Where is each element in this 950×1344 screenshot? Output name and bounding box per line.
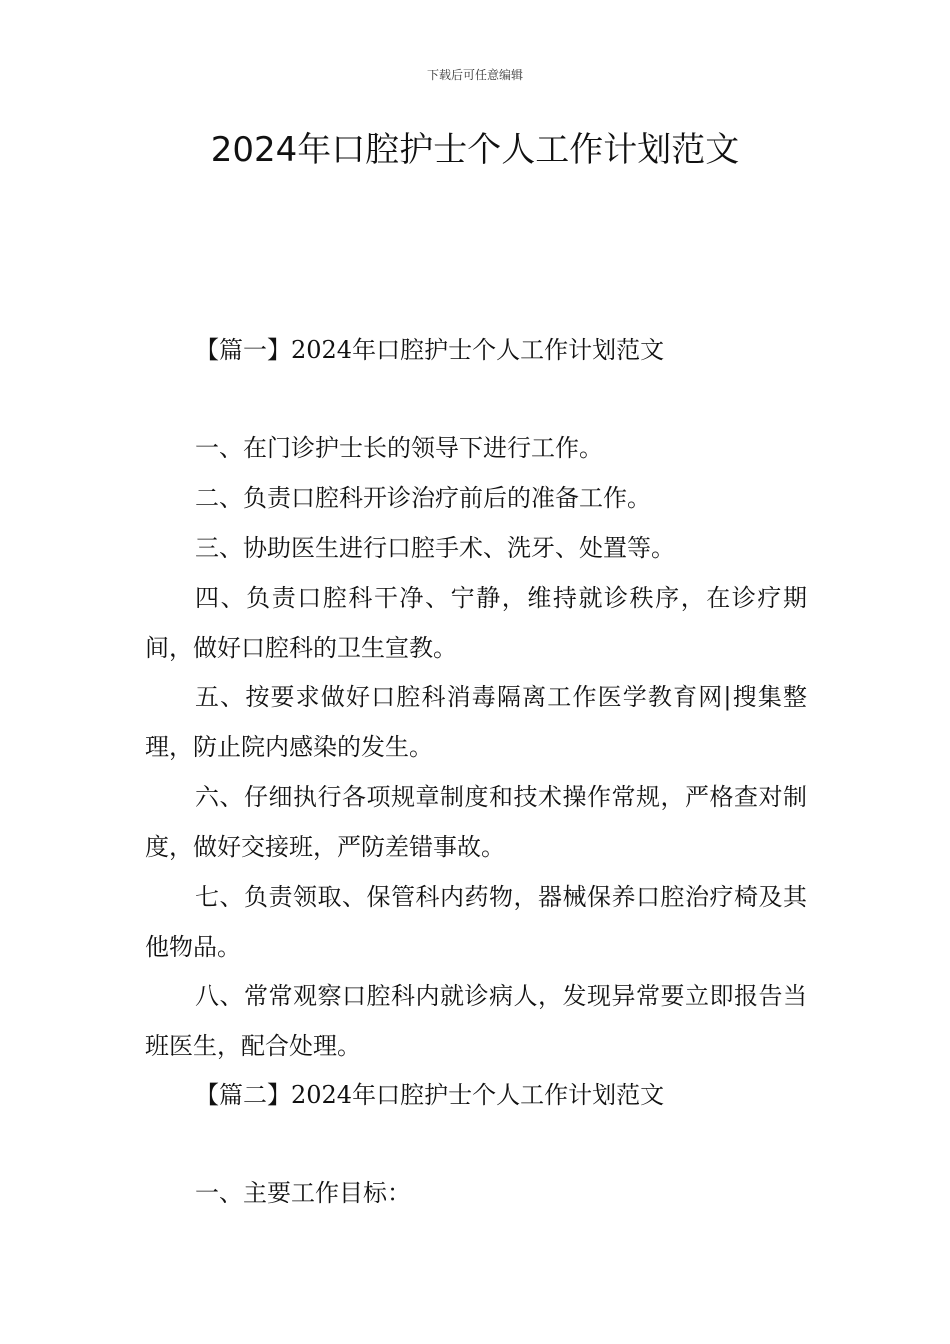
section-heading-1: 【篇一】2024年口腔护士个人工作计划范文 xyxy=(195,336,665,364)
list-item: 七、负责领取、保管科内药物，器械保养口腔治疗椅及其他物品。 xyxy=(145,883,807,961)
list-item: 四、负责口腔科干净、宁静，维持就诊秩序，在诊疗期间，做好口腔科的卫生宣教。 xyxy=(145,584,807,662)
list-item: 八、常常观察口腔科内就诊病人，发现异常要立即报告当班医生，配合处理。 xyxy=(145,982,807,1060)
list-item: 一、在门诊护士长的领导下进行工作。 xyxy=(195,434,603,462)
section-heading-2: 【篇二】2024年口腔护士个人工作计划范文 xyxy=(195,1081,665,1109)
list-item: 二、负责口腔科开诊治疗前后的准备工作。 xyxy=(195,484,651,512)
list-item: 六、仔细执行各项规章制度和技术操作常规，严格查对制度，做好交接班，严防差错事故。 xyxy=(145,783,807,861)
list-item: 一、主要工作目标： xyxy=(195,1179,411,1207)
document-title: 2024年口腔护士个人工作计划范文 xyxy=(210,130,740,170)
download-note: 下载后可任意编辑 xyxy=(426,68,523,82)
list-item: 五、按要求做好口腔科消毒隔离工作医学教育网|搜集整理，防止院内感染的发生。 xyxy=(145,683,807,761)
list-item: 三、协助医生进行口腔手术、洗牙、处置等。 xyxy=(195,534,675,562)
